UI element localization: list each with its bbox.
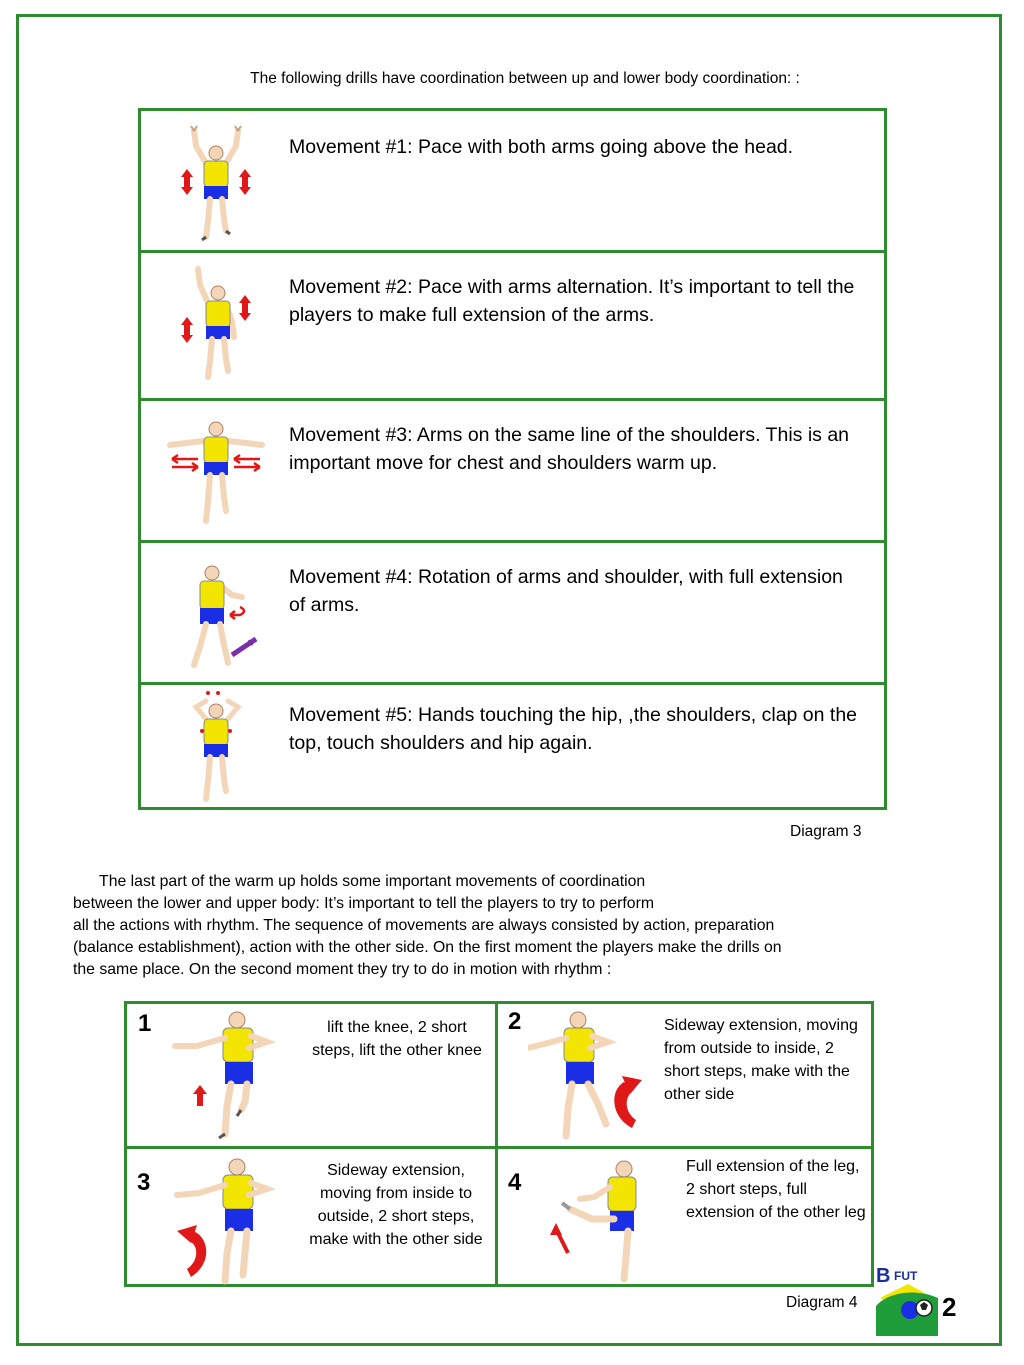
drill-text-4: Full extension of the leg, 2 short steps, full extension of the other leg — [686, 1158, 866, 1221]
drill-text-3: Sideway extension, moving from inside to outside, 2 short steps, make with the other side — [309, 1162, 483, 1248]
diagram-4-caption: Diagram 4 — [786, 1294, 858, 1311]
drill-text-1: lift the knee, 2 short steps, lift the other knee — [312, 1019, 482, 1059]
movement-row-1 — [141, 111, 884, 253]
movement-1-text: Movement #1: Pace with both arms going above the head. — [289, 136, 794, 158]
drill-number-2: 2 — [508, 1008, 522, 1035]
drill-number-1: 1 — [138, 1010, 152, 1037]
player-sideway-outside-figure — [163, 1153, 293, 1289]
drill-cell-3 — [127, 1149, 495, 1289]
player-arms-up-figure — [166, 121, 266, 241]
paragraph-line-5: the same place. On the second moment they try to do in motion with rhythm : — [73, 961, 612, 978]
paragraph-line-3: all the actions with rhythm. The sequence of movements are always consisted by action, preparation — [73, 917, 775, 934]
movement-4-text: Movement #4: Rotation of arms and shoulder, with full extension of arms. — [289, 566, 843, 616]
bfut-logo — [872, 1258, 942, 1338]
paragraph-line-4: (balance establishment), action with the other side. On the first moment the players make the drills on — [73, 939, 782, 956]
diagram-3-caption: Diagram 3 — [790, 823, 862, 840]
page-number: 2 — [942, 1292, 957, 1322]
paragraph-line-1: The last part of the warm up holds some important movements of coordination — [73, 873, 646, 890]
intro-text: The following drills have coordination between up and lower body coordination: : — [250, 70, 800, 87]
movement-row-3 — [141, 401, 884, 543]
drill-number-3: 3 — [137, 1169, 151, 1196]
player-knee-lift-figure — [167, 1006, 287, 1144]
movement-3-text: Movement #3: Arms on the same line of the shoulders. This is an important move for chest and shoulders warm up. — [289, 424, 850, 474]
movement-2-text: Movement #2: Pace with arms alternation. It’s important to tell the players to make full extension of the arms. — [289, 276, 855, 326]
drill-cell-4 — [498, 1149, 866, 1289]
player-leg-extension-figure — [534, 1153, 674, 1289]
logo-letter-b: B — [876, 1265, 891, 1287]
movement-5-text: Movement #5: Hands touching the hip, ,the shoulders, clap on the top, touch shoulders and hip again. — [289, 704, 858, 754]
player-arm-rotation-figure — [166, 553, 266, 673]
player-hands-clap-figure — [166, 685, 266, 805]
drill-text-2: Sideway extension, moving from outside to inside, 2 short steps, make with the other side — [664, 1017, 858, 1103]
movement-row-2 — [141, 253, 884, 401]
movement-row-5 — [141, 685, 884, 807]
paragraph-line-2: between the lower and upper body: It’s important to tell the players to try to perform — [73, 895, 654, 912]
player-arms-shoulder-line-figure — [166, 411, 266, 531]
coordination-paragraph — [73, 871, 943, 981]
diagram-3-table — [138, 108, 887, 810]
logo-word-fut: FUT — [894, 1269, 918, 1283]
player-arms-alternating-figure — [166, 263, 266, 383]
drill-number-4: 4 — [508, 1169, 522, 1196]
player-sideway-inside-figure — [528, 1004, 668, 1146]
diagram-4-grid — [124, 1001, 874, 1287]
movement-row-4 — [141, 543, 884, 685]
drill-cell-2 — [498, 1004, 866, 1144]
drill-cell-1 — [127, 1004, 495, 1144]
